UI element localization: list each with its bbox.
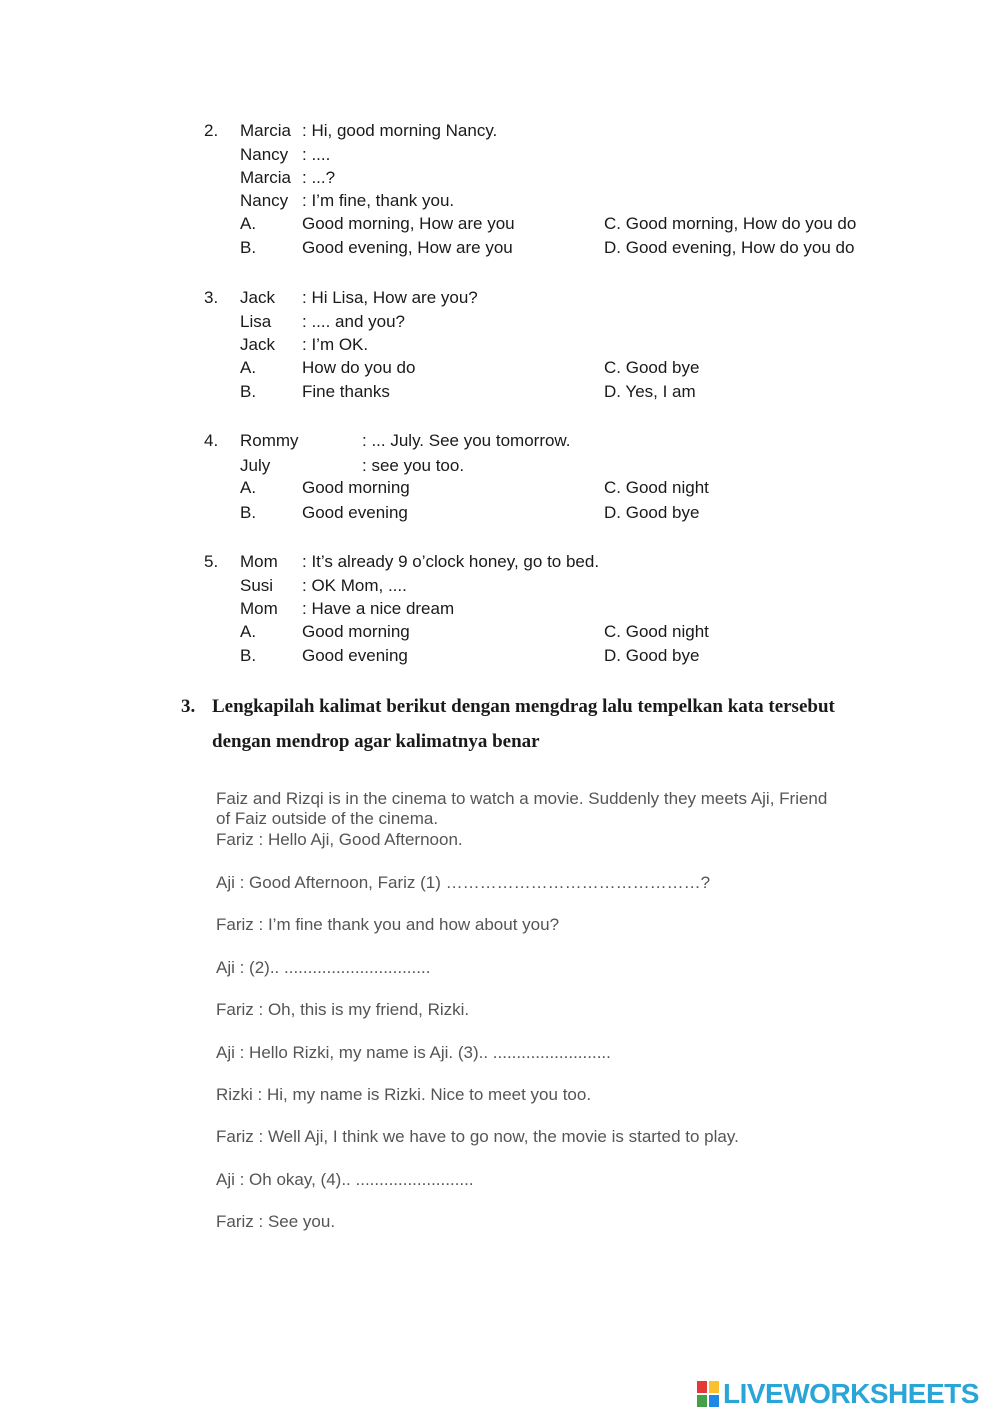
logo-blocks-icon bbox=[697, 1381, 719, 1407]
option-a[interactable]: Good morning bbox=[302, 478, 410, 497]
speaker: Jack bbox=[240, 335, 275, 354]
question-number: 5. bbox=[204, 552, 219, 571]
option-d[interactable]: D. Good evening, How do you do bbox=[604, 238, 855, 257]
section-title-line-1: Lengkapilah kalimat berikut dengan mengdrag lalu tempelkan kata tersebut bbox=[212, 696, 835, 717]
option-b[interactable]: Good evening bbox=[302, 646, 408, 665]
speaker: Jack bbox=[240, 288, 275, 307]
story-line: Fariz : See you. bbox=[216, 1212, 336, 1231]
story-line: Fariz : Oh, this is my friend, Rizki. bbox=[216, 1000, 470, 1019]
speaker: Susi bbox=[240, 576, 274, 595]
option-b[interactable]: Fine thanks bbox=[302, 382, 390, 401]
dialogue-line: : OK Mom, .... bbox=[302, 576, 407, 595]
section-number: 3. bbox=[181, 696, 196, 717]
option-c[interactable]: C. Good morning, How do you do bbox=[604, 214, 857, 233]
option-d[interactable]: D. Yes, I am bbox=[604, 382, 696, 401]
logo-text: LIVEWORKSHEETS bbox=[723, 1378, 979, 1409]
option-c[interactable]: C. Good bye bbox=[604, 358, 700, 377]
option-a-letter: A. bbox=[240, 478, 257, 497]
question-number: 2. bbox=[204, 121, 219, 140]
dialogue-line: : Have a nice dream bbox=[302, 599, 455, 618]
dialogue-line: : ...? bbox=[302, 168, 336, 187]
speaker: July bbox=[240, 456, 271, 475]
speaker: Nancy bbox=[240, 145, 289, 164]
blank-line-4[interactable]: Aji : Oh okay, (4).. ......................... bbox=[216, 1170, 474, 1189]
speaker: Marcia bbox=[240, 121, 292, 140]
dialogue-line: : It’s already 9 o’clock honey, go to bed. bbox=[302, 552, 600, 571]
option-d[interactable]: D. Good bye bbox=[604, 646, 700, 665]
option-a-letter: A. bbox=[240, 622, 257, 641]
option-b-letter: B. bbox=[240, 503, 257, 522]
story-intro-line-2: of Faiz outside of the cinema. bbox=[216, 809, 439, 828]
blank-line-3[interactable]: Aji : Hello Rizki, my name is Aji. (3).. ......................... bbox=[216, 1043, 611, 1062]
option-c[interactable]: C. Good night bbox=[604, 622, 709, 641]
option-a-letter: A. bbox=[240, 358, 257, 377]
question-number: 3. bbox=[204, 288, 219, 307]
speaker: Mom bbox=[240, 599, 278, 618]
dialogue-line: : see you too. bbox=[362, 456, 465, 475]
dialogue-line: : Hi Lisa, How are you? bbox=[302, 288, 478, 307]
story-line: Fariz : I’m fine thank you and how about you? bbox=[216, 915, 560, 934]
option-b-letter: B. bbox=[240, 238, 257, 257]
option-d[interactable]: D. Good bye bbox=[604, 503, 700, 522]
dialogue-line: : Hi, good morning Nancy. bbox=[302, 121, 498, 140]
option-a[interactable]: How do you do bbox=[302, 358, 416, 377]
option-b[interactable]: Good evening bbox=[302, 503, 408, 522]
section-title-line-2: dengan mendrop agar kalimatnya benar bbox=[212, 731, 540, 752]
story-line: Fariz : Hello Aji, Good Afternoon. bbox=[216, 830, 463, 849]
dialogue-line: : I’m fine, thank you. bbox=[302, 191, 455, 210]
liveworksheets-logo[interactable] bbox=[697, 1378, 979, 1410]
option-b[interactable]: Good evening, How are you bbox=[302, 238, 513, 257]
question-number: 4. bbox=[204, 431, 219, 450]
option-b-letter: B. bbox=[240, 382, 257, 401]
option-a-letter: A. bbox=[240, 214, 257, 233]
option-b-letter: B. bbox=[240, 646, 257, 665]
speaker: Marcia bbox=[240, 168, 292, 187]
speaker: Mom bbox=[240, 552, 278, 571]
option-a[interactable]: Good morning, How are you bbox=[302, 214, 515, 233]
speaker: Rommy bbox=[240, 431, 299, 450]
option-a[interactable]: Good morning bbox=[302, 622, 410, 641]
dialogue-line: : ... July. See you tomorrow. bbox=[362, 431, 571, 450]
option-c[interactable]: C. Good night bbox=[604, 478, 709, 497]
blank-line-2[interactable]: Aji : (2).. ............................... bbox=[216, 958, 431, 977]
speaker: Lisa bbox=[240, 312, 272, 331]
speaker: Nancy bbox=[240, 191, 289, 210]
story-line: Fariz : Well Aji, I think we have to go now, the movie is started to play. bbox=[216, 1127, 739, 1146]
story-line: Rizki : Hi, my name is Rizki. Nice to meet you too. bbox=[216, 1085, 592, 1104]
dialogue-line: : I’m OK. bbox=[302, 335, 369, 354]
blank-line-1[interactable]: Aji : Good Afternoon, Fariz (1) ………………………………………? bbox=[216, 873, 711, 892]
dialogue-line: : .... and you? bbox=[302, 312, 406, 331]
story-intro-line-1: Faiz and Rizqi is in the cinema to watch a movie. Suddenly they meets Aji, Friend bbox=[216, 789, 828, 808]
dialogue-line: : .... bbox=[302, 145, 331, 164]
